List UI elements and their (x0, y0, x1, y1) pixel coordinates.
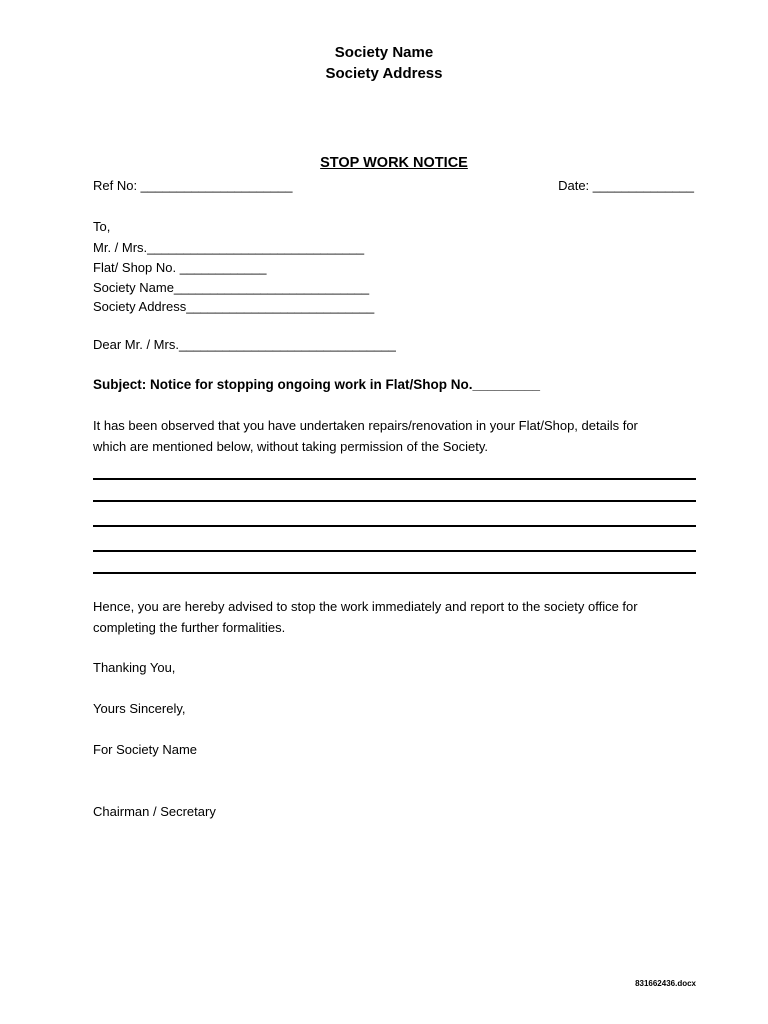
details-blank-line (93, 525, 696, 527)
body-paragraph-2-line-1: Hence, you are hereby advised to stop the work immediately and report to the society office for (93, 599, 638, 614)
recipient-society-address-field: Society Address__________________________ (93, 299, 375, 314)
closing-thanks: Thanking You, (93, 660, 176, 675)
society-address-heading: Society Address (325, 65, 443, 82)
signatory-title: Chairman / Secretary (93, 804, 216, 819)
footer-filename: 831662436.docx (635, 979, 696, 988)
closing-for-society: For Society Name (93, 742, 198, 757)
body-paragraph-2-line-2: completing the further formalities. (93, 620, 286, 635)
date-field: Date: ______________ (558, 178, 694, 193)
details-blank-line (93, 500, 696, 502)
to-line: To, (93, 219, 111, 234)
details-blank-line (93, 572, 696, 574)
recipient-name-field: Mr. / Mrs.______________________________ (93, 240, 365, 255)
flat-shop-no-field: Flat/ Shop No. ____________ (93, 260, 267, 275)
closing-yours-sincerely: Yours Sincerely, (93, 701, 186, 716)
details-blank-line (93, 478, 696, 480)
ref-no-field: Ref No: _____________________ (93, 178, 293, 193)
subject-line: Subject: Notice for stopping ongoing work in Flat/Shop No._________ (93, 377, 541, 392)
salutation-line: Dear Mr. / Mrs.______________________________ (93, 337, 396, 352)
recipient-society-name-field: Society Name___________________________ (93, 280, 370, 295)
notice-title: STOP WORK NOTICE (320, 155, 468, 171)
body-paragraph-1-line-1: It has been observed that you have undertaken repairs/renovation in your Flat/Shop, details for (93, 418, 638, 433)
details-blank-line (93, 550, 696, 552)
body-paragraph-1-line-2: which are mentioned below, without taking permission of the Society. (93, 439, 489, 454)
society-name-heading: Society Name (334, 44, 434, 61)
